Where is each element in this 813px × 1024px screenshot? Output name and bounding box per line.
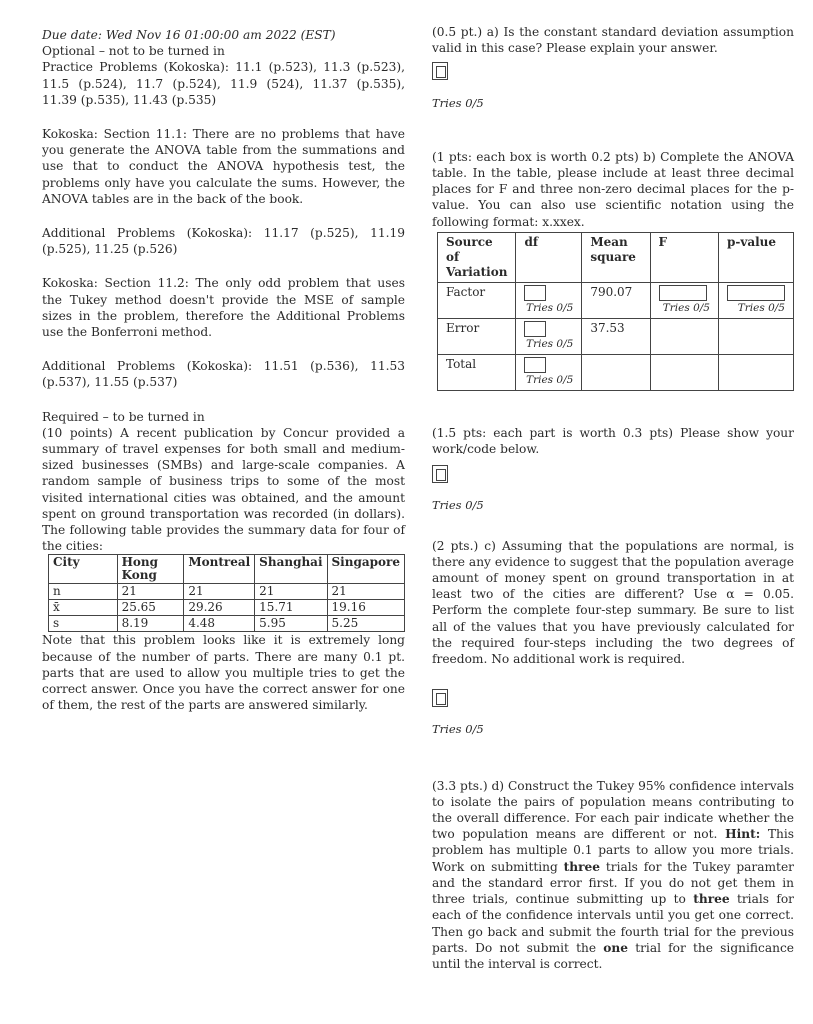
anova-row-error [438, 318, 794, 354]
table-cell: 21 [327, 584, 404, 600]
total-df-cell [516, 354, 582, 390]
total-df-tries: Tries 0/5 [526, 373, 574, 386]
table-cell: 5.95 [255, 616, 327, 632]
factor-mean-square: 790.07 [582, 282, 650, 318]
problem-note: Note that this problem looks like it is extremely long because of the number of parts. There are many 0.1 pt. parts that are used to allow you multiple tries to get the correct answer. Once you have the correct answer for one of them, the rest of the parts are answered similarly. [42, 633, 405, 713]
table-cell: 29.26 [184, 600, 255, 616]
work-answer-area [432, 465, 794, 487]
work-answer-box[interactable] [432, 465, 448, 483]
header-singapore: Singapore [327, 555, 404, 584]
part-a-answer-area [432, 62, 794, 84]
table-cell: 25.65 [117, 600, 184, 616]
row-label-mean: x̄ [49, 600, 118, 616]
problem-text: (10 points) A recent publication by Concur provided a summary of travel expenses for both small and medium-sized businesses (SMBs) and large-scale companies. A random sample of business trips to some of the most visited international cities was obtained, and the amount spent on ground transportation was recorded (in dollars). The following table provides the summary data for four of the cities: [42, 425, 405, 554]
error-mean-square: 37.53 [582, 318, 650, 354]
practice-problems: Practice Problems (Kokoska): 11.1 (p.523), 11.3 (p.523), 11.5 (p.524), 11.7 (p.524), 11.9 (524), 11.37 (p.535), 11.39 (p.535), 11.43 (p.535) [42, 60, 405, 107]
part-d-bold-one: one [603, 940, 629, 955]
table-row [49, 584, 405, 600]
header-source: Source of Variation [438, 232, 516, 282]
part-d-text: (3.3 pts.) d) Construct the Tukey 95% confidence intervals to isolate the pairs of population means contributing to the overall difference. For each pair indicate whether the two population means are different or not. [432, 778, 794, 842]
row-label-s: s [49, 616, 118, 632]
part-d-text: trial for the significance until the interval is correct. [432, 940, 794, 971]
header-hong-kong: Hong Kong [117, 555, 184, 584]
table-cell: 19.16 [327, 600, 404, 616]
header-f: F [650, 232, 718, 282]
part-d-bold-three: three [563, 859, 601, 874]
factor-f-tries: Tries 0/5 [662, 301, 710, 314]
section-11-1-note: Kokoska: Section 11.1: There are no problems that have you generate the ANOVA table from the summations and use that to conduct the ANOVA hypothesis test, the problems only have you calculate the sums. However, the ANOVA tables are in the back of the book. [42, 127, 405, 206]
row-label-factor: Factor [438, 282, 516, 318]
header-df: df [516, 232, 582, 282]
work-question: (1.5 pts: each part is worth 0.3 pts) Please show your work/code below. [432, 425, 794, 457]
table-cell: 21 [255, 584, 327, 600]
header-city: City [49, 555, 118, 584]
anova-header [438, 232, 794, 282]
part-d-hint-label: Hint: [725, 827, 761, 842]
part-c-question: (2 pts.) c) Assuming that the populations are normal, is there any evidence to suggest that the population average amount of money spent on ground transportation in at least two of the cities are different? Use α = 0.05. Perform the complete four-step summary. Be sure to list all of the values that you have previously calculated for the required four-steps including the two degrees of freedom. No additional work is required. [432, 538, 794, 667]
part-d-bold-three: three [693, 892, 730, 907]
city-summary-table [48, 554, 405, 632]
factor-p-cell [718, 282, 793, 318]
total-p-cell [718, 354, 793, 390]
row-label-n: n [49, 584, 118, 600]
part-a-tries: Tries 0/5 [432, 95, 484, 110]
left-column [42, 27, 405, 714]
factor-df-cell [516, 282, 582, 318]
part-c-answer-area [432, 689, 794, 711]
error-df-input[interactable] [524, 321, 546, 337]
factor-df-input[interactable] [524, 285, 546, 301]
table-cell: 21 [117, 584, 184, 600]
factor-df-tries: Tries 0/5 [526, 301, 574, 314]
table-cell: 8.19 [117, 616, 184, 632]
factor-f-cell [650, 282, 718, 318]
additional-problems-2: Additional Problems (Kokoska): 11.51 (p.536), 11.53 (p.537), 11.55 (p.537) [42, 359, 405, 390]
right-column [432, 24, 794, 972]
total-f-cell [650, 354, 718, 390]
error-p-cell [718, 318, 793, 354]
table-row [49, 616, 405, 632]
total-df-input[interactable] [524, 357, 546, 373]
section-11-2-note: Kokoska: Section 11.2: The only odd problem that uses the Tukey method doesn't provide the MSE of sample sizes in the problem, therefore the Additional Problems use the Bonferroni method. [42, 276, 405, 340]
factor-p-tries: Tries 0/5 [737, 301, 785, 314]
part-c-tries: Tries 0/5 [432, 722, 484, 737]
part-c-answer-box[interactable] [432, 689, 448, 707]
header-montreal: Montreal [184, 555, 255, 584]
required-heading: Required – to be turned in [42, 409, 205, 424]
anova-row-factor [438, 282, 794, 318]
additional-problems-1: Additional Problems (Kokoska): 11.17 (p.525), 11.19 (p.525), 11.25 (p.526) [42, 226, 405, 257]
row-label-total: Total [438, 354, 516, 390]
header-mean-square: Mean square [582, 232, 650, 282]
table-row [49, 600, 405, 616]
part-d-text: trials for the Tukey paramter and the standard error first. If you do not get them in three trials, continue submitting up to [432, 859, 794, 907]
header-p-value: p-value [718, 232, 793, 282]
part-d-text: trials for each of the confidence intervals until you get one correct. Then go back and submit the fourth trial for the previous parts. Do not submit the [432, 892, 794, 955]
anova-row-total [438, 354, 794, 390]
error-df-tries: Tries 0/5 [526, 337, 574, 350]
anova-table [437, 232, 794, 391]
part-a-question: (0.5 pt.) a) Is the constant standard deviation assumption valid in this case? Please explain your answer. [432, 25, 794, 56]
optional-heading: Optional – not to be turned in [42, 44, 225, 59]
factor-f-input[interactable] [659, 285, 707, 301]
work-tries: Tries 0/5 [432, 498, 484, 513]
due-date: Due date: Wed Nov 16 01:00:00 am 2022 (EST) [42, 28, 336, 42]
total-mean-square [582, 354, 650, 390]
error-df-cell [516, 318, 582, 354]
part-d-question [432, 778, 794, 972]
table-cell: 21 [184, 584, 255, 600]
error-f-cell [650, 318, 718, 354]
part-b-question: (1 pts: each box is worth 0.2 pts) b) Complete the ANOVA table. In the table, please include at least three decimal places for F and three non-zero decimal places for the p-value. You can also use scientific notation using the following format: x.xxex. [432, 149, 794, 229]
table-cell: 5.25 [327, 616, 404, 632]
city-table-header [49, 555, 405, 584]
header-shanghai: Shanghai [255, 555, 327, 584]
table-cell: 15.71 [255, 600, 327, 616]
factor-p-input[interactable] [727, 285, 785, 301]
table-cell: 4.48 [184, 616, 255, 632]
part-a-answer-box[interactable] [432, 62, 448, 80]
part-d-text: This problem has multiple 0.1 parts to allow you more trials. Work on submitting [432, 827, 794, 874]
row-label-error: Error [438, 318, 516, 354]
